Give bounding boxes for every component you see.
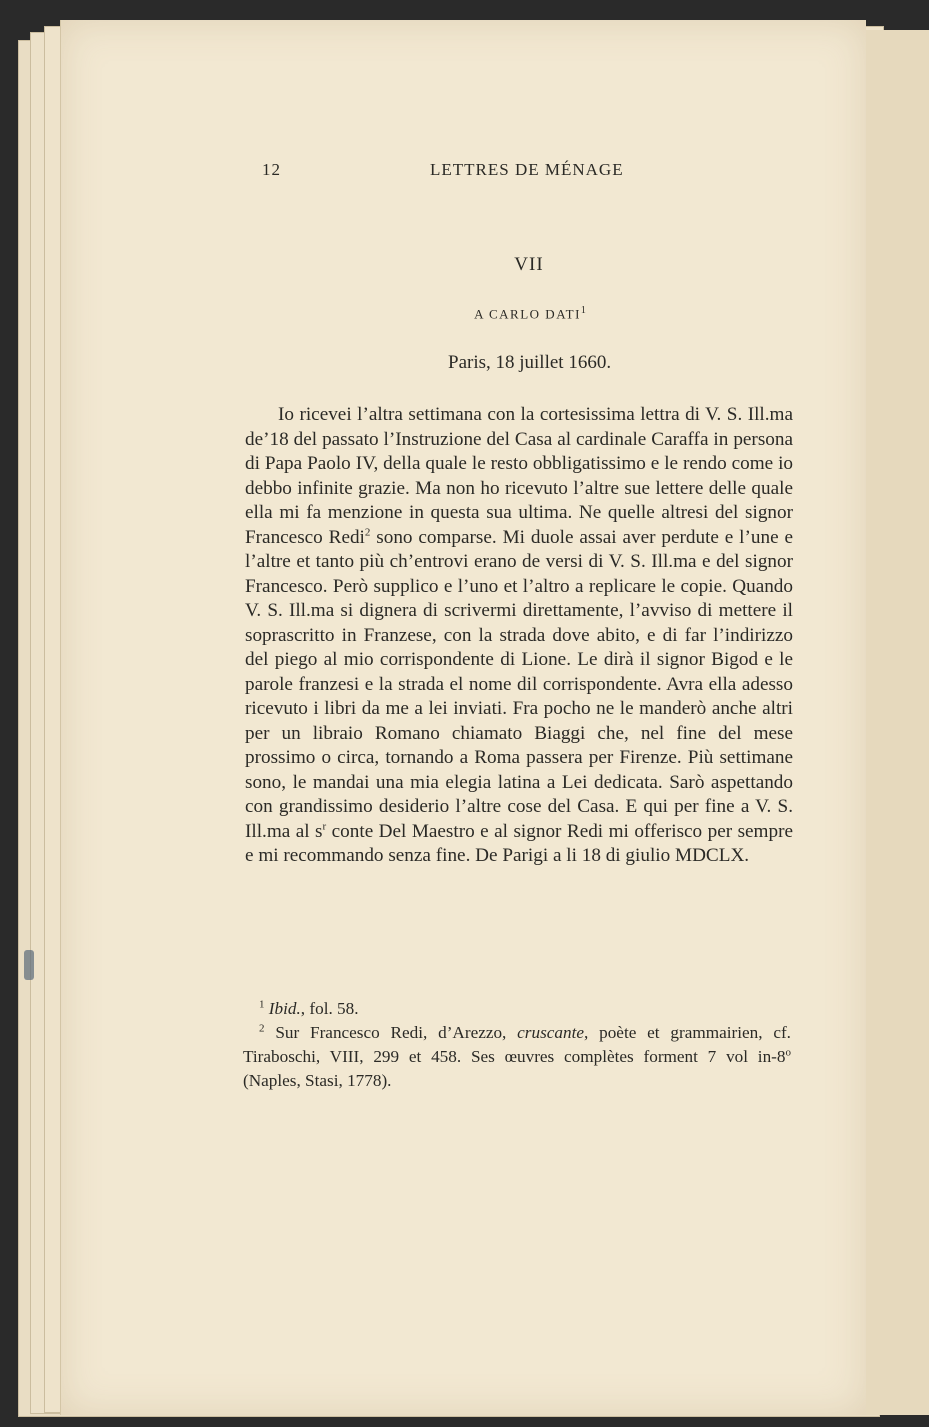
footnote-2-text-b: , poète et grammairien, cf. Tiraboschi, VIII, 299 et 458. Ses œuvres complètes forment 7 vol in-8 xyxy=(243,1023,791,1066)
footnotes xyxy=(243,997,791,1093)
addressee-name: A CARLO DATI xyxy=(474,306,581,322)
running-head xyxy=(262,160,782,184)
footnote-2-italic: cruscante xyxy=(517,1023,584,1042)
footnote-1-ibid: Ibid. xyxy=(268,999,301,1018)
footnote-2-text-c: (Naples, Stasi, 1778). xyxy=(243,1071,392,1090)
footnote-1-text: , fol. 58. xyxy=(300,999,359,1018)
footnote-2-number: 2 xyxy=(259,1022,265,1035)
footnote-2-text-a: Sur Francesco Redi, d’Arezzo, xyxy=(264,1023,518,1042)
body-text-part-3: conte Del Maestro e al signor Redi mi offerisco per sempre e mi recommando senza fine. De Parigi a li 18 di giulio MDCLX. xyxy=(245,820,793,866)
running-title: LETTRES DE MÉNAGE xyxy=(430,160,624,179)
letter-paragraph xyxy=(245,403,793,869)
footnote-1-number: 1 xyxy=(259,998,265,1011)
footnote-2-degree: o xyxy=(785,1046,791,1059)
dateline: Paris, 18 juillet 1660. xyxy=(448,352,612,373)
footnote-2 xyxy=(243,1021,791,1093)
footnote-ref-2: 2 xyxy=(364,526,371,539)
letter-body xyxy=(245,403,793,869)
letter-number: VII xyxy=(514,254,544,275)
page-number: 12 xyxy=(262,160,281,179)
addressee-heading xyxy=(0,305,929,322)
body-text-part-2: sono comparse. Mi duole assai aver perdute e l’une e l’altre et tanto più ch’entrovi erano de versi di V. S. Ill.ma e del signor Francesco. Però supplico e l’uno et l’altro a replicare le copie. Quando V. S. Ill.ma si dignera di scrivermi direttamente, l’avviso di mettere il soprascritto in Franzese, con la strada dove abito, e di far l’indirizzo del piego al mio corrispondente di Lione. Le dirà il signor Bigod e le parole franzesi e la strada el nome dil corrispondente. Avra ella adesso ricevuto i libri da me a lei inviati. Fra pocho ne le manderò anche altri per un libraio Romano chiamato Biaggi che, nel fine del mese prossimo o circa, tornando a Roma passera per Firenze. Più settimane sono, le mandai una mia elegia latina a Lei dedicata. Sarò aspettando con grandissimo desiderio l’altre cose del Casa. E qui per fine a V. S. Ill.ma al s xyxy=(245,526,793,842)
body-text-part-1: Io ricevei l’altra settimana con la cortesissima lettra di V. S. Ill.ma de’18 del passato l’Instruzione del Casa al cardinale Caraffa in persona di Papa Paolo IV, della quale le resto obbligatissimo e le rendo come io debbo infinite grazie. Ma non ho ricevuto l’altre sue lettere delle quale ella mi fa menzione in questa sua ultima. Ne quelle altresi del signor Francesco Redi xyxy=(245,404,793,548)
superscript-r: r xyxy=(322,820,327,833)
footnote-1 xyxy=(243,997,791,1021)
binding-clip xyxy=(24,950,34,980)
footnote-ref-1: 1 xyxy=(580,305,586,316)
